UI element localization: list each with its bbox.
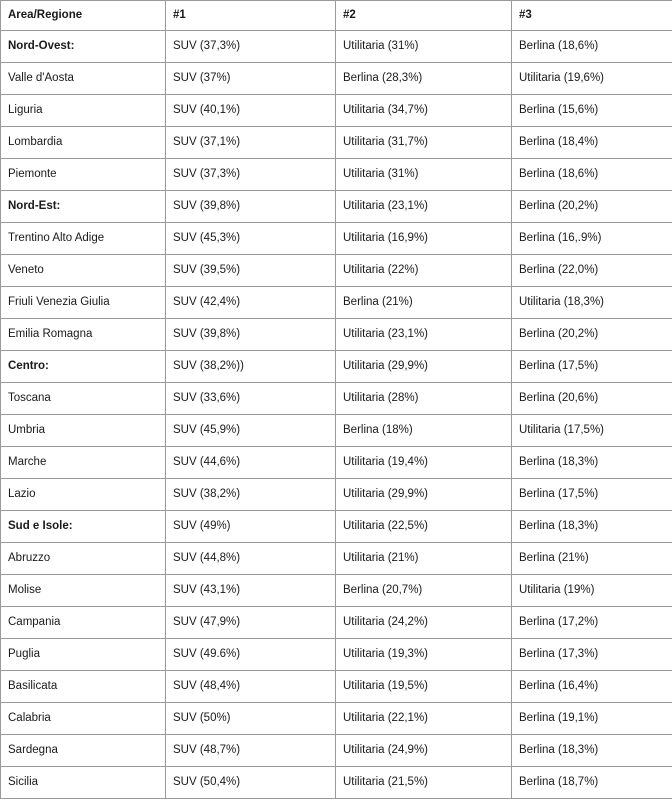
cell-area-name: Trentino Alto Adige: [1, 223, 166, 255]
cell-area-name: Molise: [1, 575, 166, 607]
cell-rank-2: Utilitaria (28%): [336, 383, 512, 415]
cell-rank-1: SUV (43,1%): [166, 575, 336, 607]
cell-rank-3: Utilitaria (19,6%): [512, 63, 672, 95]
cell-rank-3: Berlina (20,2%): [512, 191, 672, 223]
cell-area-name: Veneto: [1, 255, 166, 287]
cell-rank-2: Utilitaria (24,2%): [336, 607, 512, 639]
cell-rank-2: Berlina (21%): [336, 287, 512, 319]
cell-area-name: Sardegna: [1, 735, 166, 767]
cell-rank-1: SUV (39,5%): [166, 255, 336, 287]
table-row: [1, 255, 672, 287]
cell-rank-2: Utilitaria (21,5%): [336, 767, 512, 799]
table-row: [1, 735, 672, 767]
cell-area-name: Marche: [1, 447, 166, 479]
cell-rank-3: Berlina (20,2%): [512, 319, 672, 351]
cell-area-name: Puglia: [1, 639, 166, 671]
cell-rank-1: SUV (49%): [166, 511, 336, 543]
table-row: [1, 287, 672, 319]
table-row: [1, 415, 672, 447]
table-row: [1, 223, 672, 255]
table-body: [1, 31, 672, 799]
cell-rank-3: Berlina (18,3%): [512, 735, 672, 767]
cell-area-name: Centro:: [1, 351, 166, 383]
cell-rank-3: Berlina (18,4%): [512, 127, 672, 159]
cell-rank-3: Berlina (16,4%): [512, 671, 672, 703]
column-header-rank-3: #3: [512, 1, 672, 31]
cell-area-name: Lombardia: [1, 127, 166, 159]
table-row: [1, 543, 672, 575]
cell-rank-3: Berlina (18,6%): [512, 31, 672, 63]
table-row: [1, 703, 672, 735]
table-row: [1, 607, 672, 639]
table-row: [1, 575, 672, 607]
cell-rank-1: SUV (33,6%): [166, 383, 336, 415]
column-header-rank-2: #2: [336, 1, 512, 31]
cell-rank-2: Berlina (20,7%): [336, 575, 512, 607]
cell-rank-3: Utilitaria (18,3%): [512, 287, 672, 319]
cell-rank-2: Berlina (18%): [336, 415, 512, 447]
cell-rank-1: SUV (48,4%): [166, 671, 336, 703]
cell-rank-2: Utilitaria (22%): [336, 255, 512, 287]
cell-rank-2: Utilitaria (22,1%): [336, 703, 512, 735]
cell-rank-3: Berlina (21%): [512, 543, 672, 575]
cell-rank-1: SUV (44,6%): [166, 447, 336, 479]
table-row: [1, 479, 672, 511]
cell-area-name: Valle d'Aosta: [1, 63, 166, 95]
cell-rank-2: Utilitaria (19,5%): [336, 671, 512, 703]
cell-area-name: Lazio: [1, 479, 166, 511]
table-row: [1, 159, 672, 191]
cell-rank-3: Berlina (19,1%): [512, 703, 672, 735]
cell-rank-3: Berlina (17,5%): [512, 351, 672, 383]
cell-rank-3: Berlina (17,2%): [512, 607, 672, 639]
cell-rank-1: SUV (45,3%): [166, 223, 336, 255]
cell-rank-2: Utilitaria (19,4%): [336, 447, 512, 479]
cell-rank-1: SUV (37,3%): [166, 31, 336, 63]
cell-area-name: Friuli Venezia Giulia: [1, 287, 166, 319]
cell-rank-1: SUV (47,9%): [166, 607, 336, 639]
cell-rank-2: Utilitaria (23,1%): [336, 319, 512, 351]
table-header-row: [1, 1, 672, 31]
cell-area-name: Calabria: [1, 703, 166, 735]
table-row: [1, 639, 672, 671]
column-header-rank-1: #1: [166, 1, 336, 31]
table-row: [1, 447, 672, 479]
cell-rank-3: Berlina (20,6%): [512, 383, 672, 415]
cell-area-name: Abruzzo: [1, 543, 166, 575]
cell-area-name: Toscana: [1, 383, 166, 415]
table-row: [1, 127, 672, 159]
cell-rank-3: Berlina (18,3%): [512, 511, 672, 543]
cell-area-name: Emilia Romagna: [1, 319, 166, 351]
table-row: [1, 191, 672, 223]
cell-rank-1: SUV (37,3%): [166, 159, 336, 191]
cell-rank-2: Utilitaria (29,9%): [336, 479, 512, 511]
cell-rank-1: SUV (49.6%): [166, 639, 336, 671]
cell-rank-2: Utilitaria (34,7%): [336, 95, 512, 127]
cell-area-name: Nord-Est:: [1, 191, 166, 223]
table-row: [1, 351, 672, 383]
cell-area-name: Campania: [1, 607, 166, 639]
cell-rank-2: Utilitaria (31%): [336, 159, 512, 191]
column-header-area: Area/Regione: [1, 1, 166, 31]
cell-rank-2: Berlina (28,3%): [336, 63, 512, 95]
cell-rank-1: SUV (44,8%): [166, 543, 336, 575]
cell-rank-2: Utilitaria (24,9%): [336, 735, 512, 767]
cell-rank-1: SUV (48,7%): [166, 735, 336, 767]
cell-rank-3: Utilitaria (19%): [512, 575, 672, 607]
cell-rank-1: SUV (39,8%): [166, 319, 336, 351]
cell-area-name: Sud e Isole:: [1, 511, 166, 543]
cell-rank-2: Utilitaria (22,5%): [336, 511, 512, 543]
cell-area-name: Liguria: [1, 95, 166, 127]
cell-rank-2: Utilitaria (31%): [336, 31, 512, 63]
cell-rank-1: SUV (37%): [166, 63, 336, 95]
cell-rank-3: Berlina (18,7%): [512, 767, 672, 799]
table-row: [1, 31, 672, 63]
cell-rank-1: SUV (50%): [166, 703, 336, 735]
cell-rank-3: Berlina (17,5%): [512, 479, 672, 511]
cell-area-name: Basilicata: [1, 671, 166, 703]
cell-rank-3: Berlina (18,6%): [512, 159, 672, 191]
table-row: [1, 383, 672, 415]
table-row: [1, 319, 672, 351]
table-row: [1, 95, 672, 127]
cell-rank-3: Berlina (16,.9%): [512, 223, 672, 255]
cell-rank-3: Berlina (22,0%): [512, 255, 672, 287]
cell-rank-3: Berlina (17,3%): [512, 639, 672, 671]
cell-rank-1: SUV (38,2%): [166, 479, 336, 511]
cell-area-name: Sicilia: [1, 767, 166, 799]
cell-rank-1: SUV (42,4%): [166, 287, 336, 319]
cell-rank-2: Utilitaria (31,7%): [336, 127, 512, 159]
cell-rank-2: Utilitaria (19,3%): [336, 639, 512, 671]
cell-rank-1: SUV (38,2%)): [166, 351, 336, 383]
cell-rank-2: Utilitaria (23,1%): [336, 191, 512, 223]
cell-rank-2: Utilitaria (29,9%): [336, 351, 512, 383]
table-header: [1, 1, 672, 31]
cell-rank-1: SUV (50,4%): [166, 767, 336, 799]
cell-rank-3: Berlina (18,3%): [512, 447, 672, 479]
table-row: [1, 511, 672, 543]
cell-rank-3: Berlina (15,6%): [512, 95, 672, 127]
cell-rank-2: Utilitaria (21%): [336, 543, 512, 575]
cell-rank-2: Utilitaria (16,9%): [336, 223, 512, 255]
cell-area-name: Umbria: [1, 415, 166, 447]
cell-rank-1: SUV (40,1%): [166, 95, 336, 127]
cell-area-name: Nord-Ovest:: [1, 31, 166, 63]
cell-rank-1: SUV (37,1%): [166, 127, 336, 159]
cell-rank-1: SUV (39,8%): [166, 191, 336, 223]
table-row: [1, 767, 672, 799]
cell-rank-1: SUV (45,9%): [166, 415, 336, 447]
cell-rank-3: Utilitaria (17,5%): [512, 415, 672, 447]
table-row: [1, 63, 672, 95]
cell-area-name: Piemonte: [1, 159, 166, 191]
table-row: [1, 671, 672, 703]
